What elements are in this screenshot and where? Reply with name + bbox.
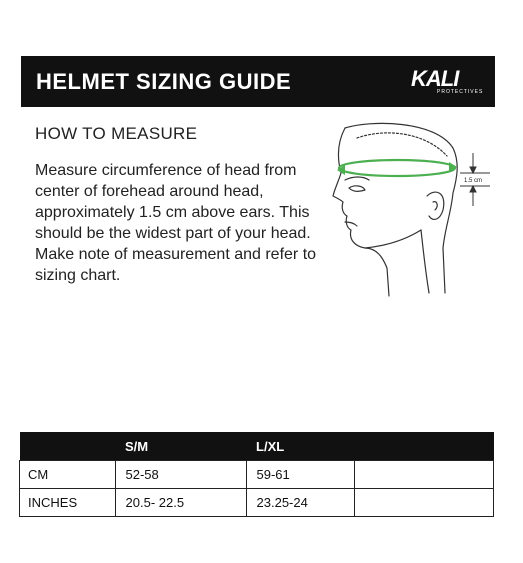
cell-inches-blank: [355, 489, 494, 517]
header-cell-lxl: L/XL: [246, 432, 355, 461]
row-label-inches: INCHES: [20, 489, 116, 517]
sizing-table: [19, 432, 494, 517]
eye: [349, 186, 365, 191]
cell-inches-lxl: 23.25-24: [246, 489, 355, 517]
page-title: HELMET SIZING GUIDE: [36, 69, 292, 94]
header-cell-empty: [20, 432, 116, 461]
table-row: [20, 489, 494, 517]
measurement-label: 1.5 cm: [464, 178, 483, 184]
header-cell-blank: [355, 432, 494, 461]
header-cell-sm: S/M: [115, 432, 246, 461]
face-profile: [333, 128, 389, 296]
how-to-measure-text: Measure circumference of head from center of forehead around head, approximately 1.5 cm above ears. This should be the widest part of your head. Make note of measurement and refer to sizing chart.: [35, 162, 317, 284]
cell-cm-blank: [355, 461, 494, 489]
how-to-measure-heading: HOW TO MEASURE: [35, 124, 198, 143]
head-outline: [345, 123, 457, 293]
brow: [345, 177, 369, 180]
cell-inches-sm: 20.5- 22.5: [115, 489, 246, 517]
table-row: [20, 461, 494, 489]
table-header-row: [20, 432, 494, 461]
row-label-cm: CM: [20, 461, 116, 489]
cell-cm-lxl: 59-61: [246, 461, 355, 489]
header-bar: [21, 56, 495, 107]
brand-logo: [411, 66, 485, 98]
measurement-band: [339, 160, 455, 176]
ear-outline: [427, 192, 444, 219]
head-measurement-illustration: [325, 118, 495, 303]
logo-mark: KALI: [411, 66, 459, 91]
cell-cm-sm: 52-58: [115, 461, 246, 489]
logo-subtext: PROTECTIVES: [437, 89, 484, 95]
